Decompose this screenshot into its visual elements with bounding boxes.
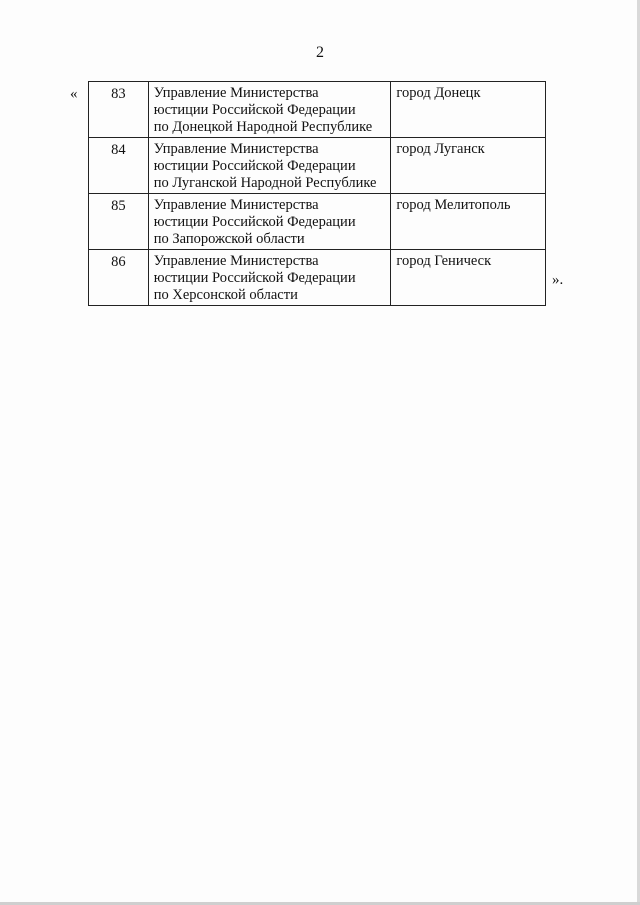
organization-line: Управление Министерства xyxy=(153,253,319,269)
table-row xyxy=(89,194,546,250)
organization-line: по Донецкой Народной Республике xyxy=(153,119,373,135)
organization-line: Управление Министерства xyxy=(153,85,319,101)
organization-cell xyxy=(148,250,391,306)
row-number: 85 xyxy=(89,194,149,250)
table-row xyxy=(89,250,546,306)
city-cell: город Донецк xyxy=(391,82,546,138)
page-number: 2 xyxy=(316,44,324,61)
row-number: 86 xyxy=(89,250,149,306)
city-cell: город Мелитополь xyxy=(391,194,546,250)
city-cell: город Геническ xyxy=(391,250,546,306)
table-row xyxy=(89,82,546,138)
table-row xyxy=(89,138,546,194)
office-table xyxy=(88,81,546,306)
organization-line: юстиции Российской Федерации xyxy=(153,158,356,174)
organization-line: юстиции Российской Федерации xyxy=(153,214,356,230)
organization-line: по Херсонской области xyxy=(153,287,298,303)
closing-quote: ». xyxy=(552,272,564,288)
organization-line: Управление Министерства xyxy=(153,197,319,213)
organization-line: юстиции Российской Федерации xyxy=(153,102,356,118)
organization-line: юстиции Российской Федерации xyxy=(153,270,356,286)
opening-quote: « xyxy=(70,86,78,102)
organization-cell xyxy=(148,138,391,194)
city-cell: город Луганск xyxy=(391,138,546,194)
organization-line: по Луганской Народной Республике xyxy=(153,175,377,191)
row-number: 84 xyxy=(89,138,149,194)
organization-line: Управление Министерства xyxy=(153,141,319,157)
row-number: 83 xyxy=(89,82,149,138)
organization-cell xyxy=(148,82,391,138)
organization-line: по Запорожской области xyxy=(153,231,305,247)
organization-cell xyxy=(148,194,391,250)
